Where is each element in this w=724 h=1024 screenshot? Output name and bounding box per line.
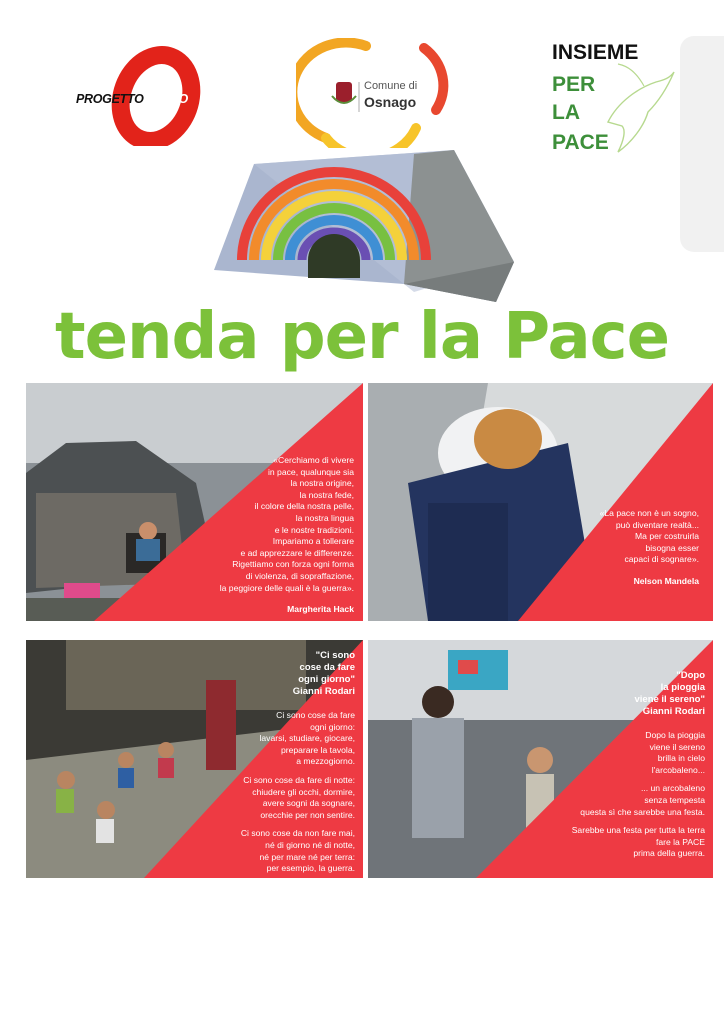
comune-di-osnago-logo (296, 38, 456, 148)
poem-cose-da-fare: "Ci sono cose da fare ogni giorno" Gianni Rodari Ci sono cose da fare ogni giorno: lavarsi, studiare, giocare, preparare la tavola, a mezzogiorno. Ci sono cose da fare di notte: chiudere gli occhi, dormire, avere sogni da sognare, orecchie per non sentire. Ci sono cose da non fare mai, né di giorno né di notte, né per mare né per terra: per esempio, la guerra. (205, 650, 355, 878)
author-hack: Margherita Hack (287, 604, 354, 615)
rainbow-tent-illustration (214, 142, 524, 312)
author-mandela: Nelson Mandela (633, 575, 699, 586)
poem-heading: "Ci sono cose da fare ogni giorno" Gianni Rodari (292, 650, 355, 697)
la-word: LA (552, 101, 580, 124)
quote-panel-mandela (368, 383, 713, 621)
insieme-word: INSIEME (552, 41, 639, 64)
quote-panel-rodari-1 (26, 640, 363, 878)
comune-di-label: Comune di (364, 80, 418, 92)
poem-dopo-la-pioggia: "Dopo la pioggia viene il sereno" Gianni Rodari Dopo la pioggia viene il sereno brilla in cielo l'arcobaleno... ... un arcobaleno senza tempesta questa sì che sarebbe una festa. Sarebbe una festa per tutta la terra fare la PACE prima della guerra. (505, 670, 705, 867)
quote-hack: «Cerchiamo di vivere in pace, qualunque sia la nostra origine, la nostra fede, il colore della nostra pelle, la nostra lingua e le nostre tradizioni. Impariamo a tollerare e ad apprezzare le differenze. Rigettiamo con forza ogni forma di violenza, di sopraffazione, la peggiore delle quali è la guerra». Margherita Hack (184, 455, 354, 616)
page-edge-shadow (680, 36, 724, 252)
poem-heading: "Dopo la pioggia viene il sereno" Gianni Rodari (634, 670, 705, 717)
per-word: PER (552, 73, 596, 96)
quote-mandela: «La pace non è un sogno, può diventare realtà... Ma per costruirla bisogna esser capaci di sognare». Nelson Mandela (529, 508, 699, 588)
comune-ring-icon (296, 38, 456, 148)
osnago-label: Osnago (364, 94, 417, 110)
insieme-per-la-pace-logo (548, 42, 668, 162)
page-title: tenda per la Pace (54, 300, 670, 374)
quote-panel-rodari-2 (368, 640, 713, 878)
quote-panel-hack (26, 383, 363, 621)
pace-word: PACE (552, 131, 609, 154)
progetto-osnago-logo (76, 46, 206, 146)
progetto-osnago-wordmark: PROGETTOSNAGO (76, 92, 188, 106)
